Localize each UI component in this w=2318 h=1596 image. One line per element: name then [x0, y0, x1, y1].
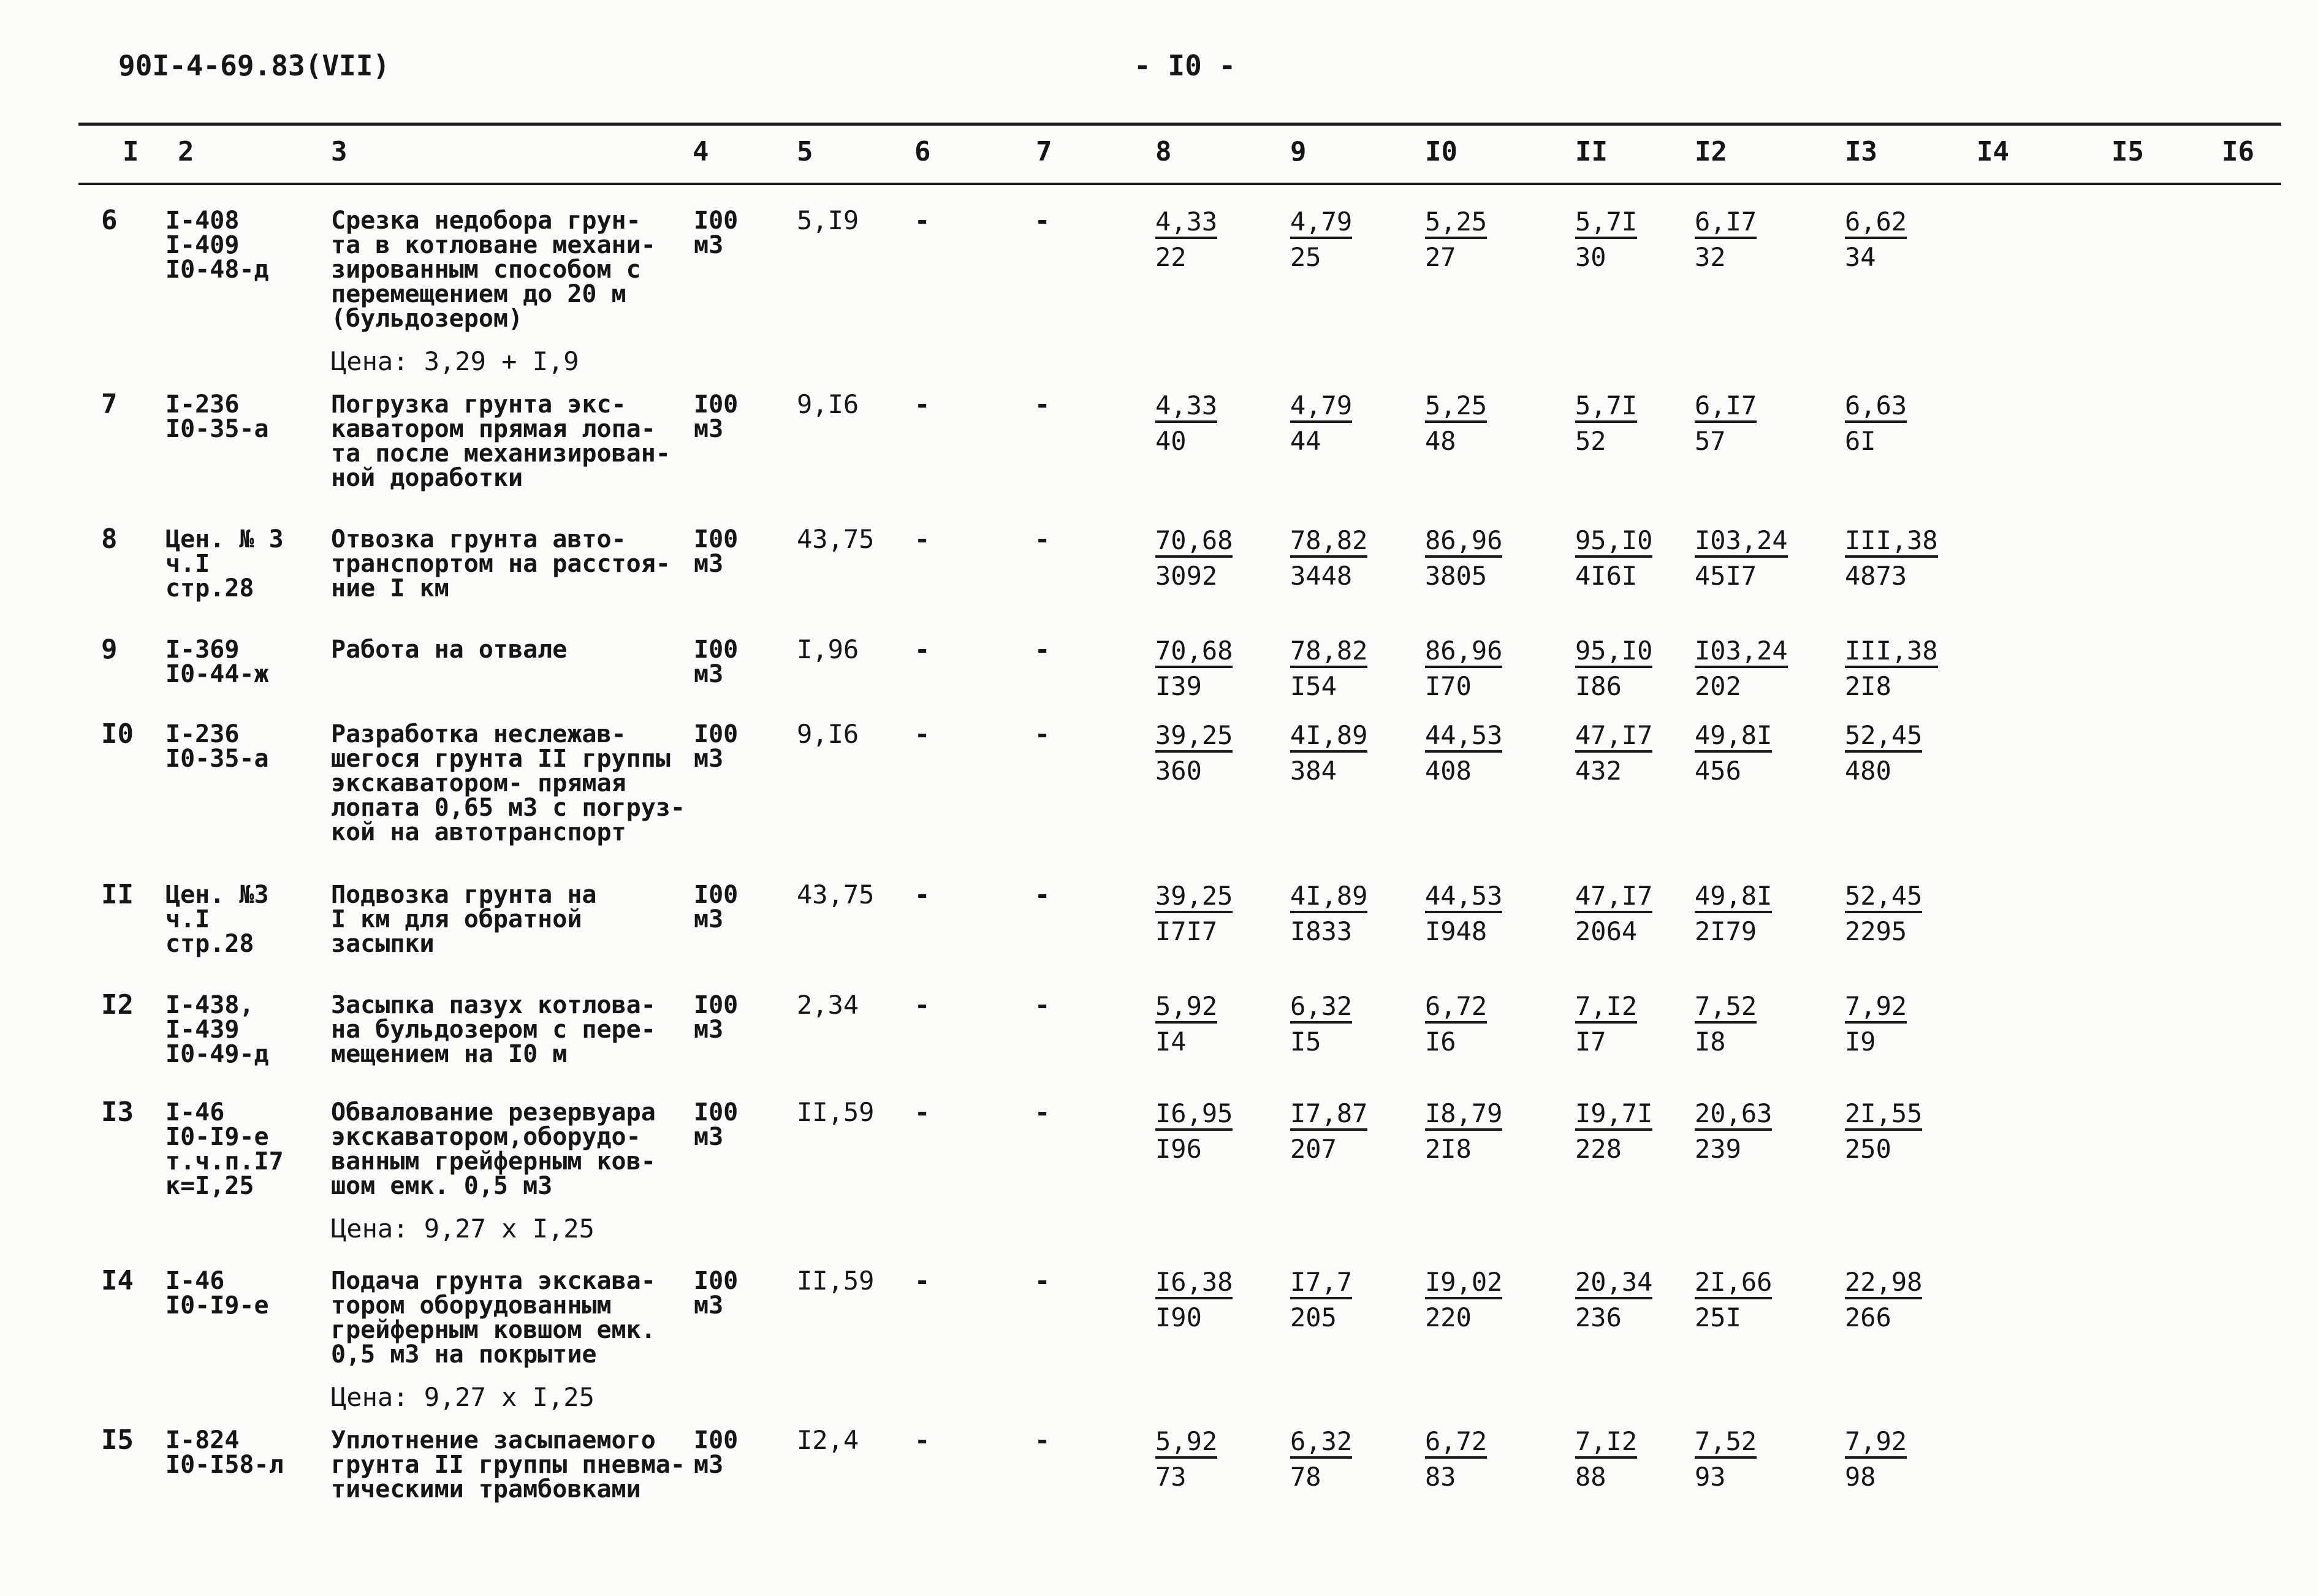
column-7-value: - [1035, 1425, 1051, 1455]
value-cell [1425, 1428, 1487, 1491]
document-code: 90I-4-69.83(VII) [118, 49, 390, 82]
row-number: 6 [101, 205, 118, 236]
value-upper: 2I,66 [1695, 1269, 1772, 1299]
norm-reference: I-46 I0-I9-е [165, 1267, 269, 1320]
value-upper: I03,24 [1695, 637, 1788, 668]
column-header: II [1575, 136, 1608, 167]
value-lower: I8 [1695, 1027, 1726, 1057]
value-cell [1155, 637, 1233, 700]
row-number: I3 [101, 1096, 134, 1128]
norm-reference: Цен. № 3 ч.I стр.28 [165, 525, 284, 602]
unit-cost: II,59 [797, 1097, 875, 1127]
value-cell [1845, 993, 1907, 1055]
value-upper: 5,25 [1425, 208, 1487, 239]
value-upper: 39,25 [1155, 722, 1233, 753]
value-cell [1695, 527, 1788, 590]
column-6-value: - [914, 389, 930, 419]
value-cell [1425, 1269, 1502, 1331]
value-cell [1695, 208, 1757, 271]
price-note: Цена: 9,27 х I,25 [331, 1382, 595, 1412]
column-6-value: - [914, 524, 930, 554]
value-upper: 6,72 [1425, 993, 1487, 1024]
value-cell [1845, 637, 1938, 700]
value-cell [1845, 1269, 1922, 1331]
value-lower: 220 [1425, 1302, 1472, 1332]
value-lower: 205 [1290, 1302, 1337, 1332]
value-lower: 236 [1575, 1302, 1622, 1332]
row-number: I0 [101, 718, 134, 750]
column-7-value: - [1035, 990, 1051, 1020]
unit-cost: 2,34 [797, 990, 859, 1020]
work-description: Отвозка грунта авто- транспортом на расстоя- ние I км [331, 525, 671, 602]
value-cell [1155, 527, 1233, 590]
value-cell [1575, 993, 1637, 1055]
value-upper: I6,95 [1155, 1100, 1233, 1131]
value-cell [1425, 527, 1502, 590]
value-cell [1575, 722, 1652, 785]
value-lower: I7 [1575, 1027, 1606, 1057]
unit-cost: 43,75 [797, 524, 875, 554]
unit-of-measure: I00 м3 [694, 881, 739, 933]
value-upper: 5,7I [1575, 208, 1637, 239]
column-header: 5 [797, 136, 813, 167]
value-lower: 3092 [1155, 561, 1218, 591]
value-lower: 52 [1575, 426, 1606, 456]
value-cell [1845, 527, 1938, 590]
value-upper: 7,92 [1845, 993, 1907, 1024]
unit-of-measure: I00 м3 [694, 525, 739, 578]
value-cell [1155, 208, 1217, 271]
value-upper: 6,32 [1290, 993, 1352, 1024]
value-upper: 44,53 [1425, 883, 1502, 913]
row-number: I2 [101, 989, 134, 1020]
value-cell [1575, 208, 1637, 271]
unit-cost: II,59 [797, 1266, 875, 1296]
value-upper: 20,63 [1695, 1100, 1772, 1131]
work-description: Работа на отвале [331, 636, 568, 664]
value-lower: I90 [1155, 1302, 1202, 1332]
value-cell [1425, 883, 1502, 945]
unit-cost: I2,4 [797, 1425, 859, 1455]
value-lower: 202 [1695, 671, 1741, 701]
value-upper: 7,52 [1695, 1428, 1757, 1459]
column-header: I0 [1425, 136, 1457, 167]
value-lower: 408 [1425, 756, 1472, 786]
value-upper: 47,I7 [1575, 722, 1652, 753]
work-description: Уплотнение засыпаемого грунта II группы пневма- тическими трамбовками [331, 1426, 685, 1503]
column-header: I3 [1845, 136, 1877, 167]
value-upper: III,38 [1845, 527, 1938, 558]
column-header: I6 [2222, 136, 2254, 167]
page-number: - I0 - [1134, 49, 1236, 82]
value-lower: 480 [1845, 756, 1891, 786]
column-6-value: - [914, 1097, 930, 1127]
column-7-value: - [1035, 880, 1051, 910]
column-7-value: - [1035, 1266, 1051, 1296]
value-upper: 70,68 [1155, 527, 1233, 558]
column-7-value: - [1035, 205, 1051, 235]
value-lower: I39 [1155, 671, 1202, 701]
value-cell [1695, 722, 1772, 785]
value-upper: 6,32 [1290, 1428, 1352, 1459]
value-lower: I6 [1425, 1027, 1456, 1057]
value-cell [1845, 1428, 1907, 1491]
norm-reference: I-438, I-439 I0-49-д [165, 991, 269, 1068]
column-header: I4 [1977, 136, 2009, 167]
value-upper: 4,79 [1290, 392, 1352, 423]
value-upper: 49,8I [1695, 883, 1772, 913]
value-cell [1575, 392, 1637, 455]
value-upper: 70,68 [1155, 637, 1233, 668]
value-lower: 384 [1290, 756, 1337, 786]
row-number: 9 [101, 634, 118, 665]
value-upper: 4I,89 [1290, 883, 1367, 913]
column-header: 2 [178, 136, 194, 167]
value-cell [1845, 392, 1907, 455]
column-header: I [123, 136, 139, 167]
value-cell [1425, 208, 1487, 271]
value-upper: 7,I2 [1575, 993, 1637, 1024]
value-cell [1155, 883, 1233, 945]
value-cell [1575, 637, 1652, 700]
value-lower: 4I6I [1575, 561, 1638, 591]
work-description: Срезка недобора грун- та в котловане механи- зированным способом с перемещением до 20 м (бульдозером) [331, 207, 656, 333]
value-upper: 6,72 [1425, 1428, 1487, 1459]
value-lower: 30 [1575, 242, 1606, 272]
column-6-value: - [914, 634, 930, 664]
work-description: Подвозка грунта на I км для обратной засыпки [331, 881, 597, 958]
value-upper: 6,I7 [1695, 208, 1757, 239]
value-cell [1425, 993, 1487, 1055]
work-description: Погрузка грунта экс- каватором прямая лопа- та после механизирован- ной доработки [331, 390, 671, 492]
value-upper: 95,I0 [1575, 527, 1652, 558]
column-6-value: - [914, 880, 930, 910]
value-upper: 47,I7 [1575, 883, 1652, 913]
column-header: 4 [693, 136, 709, 167]
value-lower: I7I7 [1155, 916, 1218, 946]
value-cell [1155, 1269, 1233, 1331]
value-lower: 2295 [1845, 916, 1907, 946]
value-lower: 98 [1845, 1462, 1876, 1492]
value-lower: I9 [1845, 1027, 1876, 1057]
value-lower: I70 [1425, 671, 1472, 701]
value-cell [1290, 993, 1352, 1055]
column-7-value: - [1035, 719, 1051, 749]
value-upper: 4,79 [1290, 208, 1352, 239]
value-cell [1155, 1100, 1233, 1163]
value-upper: 78,82 [1290, 527, 1367, 558]
norm-reference: I-369 I0-44-ж [165, 636, 269, 688]
unit-of-measure: I00 м3 [694, 991, 739, 1044]
value-upper: I9,02 [1425, 1269, 1502, 1299]
unit-cost: 9,I6 [797, 719, 859, 749]
value-upper: 5,92 [1155, 993, 1217, 1024]
value-lower: 2I8 [1845, 671, 1891, 701]
value-upper: 5,25 [1425, 392, 1487, 423]
value-cell [1845, 722, 1922, 785]
value-lower: 2I8 [1425, 1134, 1472, 1164]
norm-reference: Цен. №3 ч.I стр.28 [165, 881, 269, 958]
work-description: Обвалование резервуара экскаватором,оборудо- ванным грейферным ков- шом емк. 0,5 м3 [331, 1098, 656, 1200]
value-cell [1290, 527, 1367, 590]
value-lower: 73 [1155, 1462, 1187, 1492]
value-lower: 432 [1575, 756, 1622, 786]
value-lower: 3805 [1425, 561, 1488, 591]
value-cell [1425, 722, 1502, 785]
table-top-rule [78, 123, 2281, 126]
value-upper: 44,53 [1425, 722, 1502, 753]
value-upper: 4,33 [1155, 208, 1217, 239]
unit-of-measure: I00 м3 [694, 636, 739, 688]
work-description: Подача грунта экскава- тором оборудованным грейферным ковшом емк. 0,5 м3 на покрытие [331, 1267, 656, 1369]
value-cell [1845, 1100, 1922, 1163]
value-upper: 6,63 [1845, 392, 1907, 423]
price-note: Цена: 3,29 + I,9 [331, 346, 579, 376]
value-upper: 4I,89 [1290, 722, 1367, 753]
value-lower: 250 [1845, 1134, 1891, 1164]
value-cell [1695, 883, 1772, 945]
value-cell [1695, 392, 1757, 455]
value-cell [1695, 1100, 1772, 1163]
value-lower: 27 [1425, 242, 1456, 272]
value-lower: I54 [1290, 671, 1337, 701]
value-lower: I96 [1155, 1134, 1202, 1164]
value-lower: 88 [1575, 1462, 1606, 1492]
value-lower: 44 [1290, 426, 1321, 456]
work-description: Разработка неслежав- шегося грунта II группы экскаватором- прямая лопата 0,65 м3 с погруз- кой на автотранспорт [331, 720, 685, 846]
unit-cost: I,96 [797, 634, 859, 664]
unit-of-measure: I00 м3 [694, 1267, 739, 1320]
value-cell [1575, 527, 1652, 590]
value-cell [1575, 883, 1652, 945]
value-lower: 266 [1845, 1302, 1891, 1332]
value-upper: I7,7 [1290, 1269, 1352, 1299]
value-upper: 49,8I [1695, 722, 1772, 753]
norm-reference: I-236 I0-35-а [165, 720, 269, 773]
value-lower: 4873 [1845, 561, 1907, 591]
table-header-rule [78, 183, 2281, 185]
value-lower: 25I [1695, 1302, 1741, 1332]
value-cell [1290, 392, 1352, 455]
value-upper: 6,I7 [1695, 392, 1757, 423]
value-cell [1155, 392, 1217, 455]
value-cell [1155, 993, 1217, 1055]
value-lower: 3448 [1290, 561, 1353, 591]
value-upper: 7,52 [1695, 993, 1757, 1024]
value-cell [1290, 637, 1367, 700]
value-upper: I9,7I [1575, 1100, 1652, 1131]
value-upper: 4,33 [1155, 392, 1217, 423]
value-upper: 6,62 [1845, 208, 1907, 239]
value-lower: 456 [1695, 756, 1741, 786]
value-lower: I833 [1290, 916, 1353, 946]
column-header: 9 [1290, 136, 1307, 167]
value-upper: 39,25 [1155, 883, 1233, 913]
value-lower: 2064 [1575, 916, 1638, 946]
row-number: 8 [101, 523, 118, 555]
unit-of-measure: I00 м3 [694, 390, 739, 443]
norm-reference: I-236 I0-35-а [165, 390, 269, 443]
value-upper: 52,45 [1845, 722, 1922, 753]
value-upper: 5,92 [1155, 1428, 1217, 1459]
value-cell [1290, 722, 1367, 785]
value-lower: I86 [1575, 671, 1622, 701]
value-cell [1290, 208, 1352, 271]
column-7-value: - [1035, 1097, 1051, 1127]
row-number: 7 [101, 389, 118, 420]
value-cell [1155, 1428, 1217, 1491]
unit-of-measure: I00 м3 [694, 720, 739, 773]
column-header: 6 [914, 136, 931, 167]
column-7-value: - [1035, 524, 1051, 554]
value-cell [1290, 1269, 1352, 1331]
value-lower: 228 [1575, 1134, 1622, 1164]
unit-of-measure: I00 м3 [694, 1098, 739, 1151]
value-lower: 32 [1695, 242, 1726, 272]
value-lower: 25 [1290, 242, 1321, 272]
column-6-value: - [914, 990, 930, 1020]
value-lower: 45I7 [1695, 561, 1757, 591]
value-cell [1845, 883, 1922, 945]
price-note: Цена: 9,27 х I,25 [331, 1214, 595, 1244]
column-header: I2 [1695, 136, 1727, 167]
row-number: I5 [101, 1424, 134, 1456]
value-cell [1290, 883, 1367, 945]
value-upper: 7,I2 [1575, 1428, 1637, 1459]
value-cell [1575, 1269, 1652, 1331]
row-number: II [101, 879, 134, 910]
unit-cost: 9,I6 [797, 389, 859, 419]
column-6-value: - [914, 1425, 930, 1455]
value-upper: 22,98 [1845, 1269, 1922, 1299]
row-number: I4 [101, 1265, 134, 1296]
value-cell [1155, 722, 1233, 785]
norm-reference: I-824 I0-I58-л [165, 1426, 284, 1479]
column-header: 8 [1155, 136, 1172, 167]
value-lower: 40 [1155, 426, 1187, 456]
value-upper: 86,96 [1425, 527, 1502, 558]
value-lower: 93 [1695, 1462, 1726, 1492]
column-header: I5 [2111, 136, 2144, 167]
value-cell [1695, 1269, 1772, 1331]
value-upper: 78,82 [1290, 637, 1367, 668]
value-cell [1290, 1100, 1367, 1163]
value-lower: 48 [1425, 426, 1456, 456]
value-lower: 6I [1845, 426, 1876, 456]
value-lower: 78 [1290, 1462, 1321, 1492]
value-cell [1425, 392, 1487, 455]
value-cell [1695, 637, 1788, 700]
column-6-value: - [914, 205, 930, 235]
value-cell [1290, 1428, 1352, 1491]
work-description: Засыпка пазух котлова- на бульдозером с пере- мещением на I0 м [331, 991, 656, 1068]
value-upper: I03,24 [1695, 527, 1788, 558]
column-header: 7 [1036, 136, 1052, 167]
unit-cost: 43,75 [797, 880, 875, 910]
value-lower: 83 [1425, 1462, 1456, 1492]
value-upper: 20,34 [1575, 1269, 1652, 1299]
value-cell [1695, 993, 1757, 1055]
norm-reference: I-46 I0-I9-е т.ч.п.I7 к=I,25 [165, 1098, 284, 1200]
value-lower: 2I79 [1695, 916, 1757, 946]
value-upper: 86,96 [1425, 637, 1502, 668]
value-lower: 34 [1845, 242, 1876, 272]
value-lower: 57 [1695, 426, 1726, 456]
value-upper: I8,79 [1425, 1100, 1502, 1131]
value-cell [1425, 637, 1502, 700]
value-upper: 2I,55 [1845, 1100, 1922, 1131]
value-cell [1575, 1100, 1652, 1163]
value-upper: 5,7I [1575, 392, 1637, 423]
value-cell [1575, 1428, 1637, 1491]
value-upper: I6,38 [1155, 1269, 1233, 1299]
column-7-value: - [1035, 389, 1051, 419]
column-6-value: - [914, 719, 930, 749]
value-lower: 207 [1290, 1134, 1337, 1164]
value-upper: I7,87 [1290, 1100, 1367, 1131]
value-lower: 239 [1695, 1134, 1741, 1164]
value-cell [1425, 1100, 1502, 1163]
value-upper: 52,45 [1845, 883, 1922, 913]
value-lower: I4 [1155, 1027, 1187, 1057]
value-lower: I5 [1290, 1027, 1321, 1057]
unit-of-measure: I00 м3 [694, 1426, 739, 1479]
value-lower: I948 [1425, 916, 1488, 946]
value-upper: III,38 [1845, 637, 1938, 668]
value-upper: 95,I0 [1575, 637, 1652, 668]
unit-of-measure: I00 м3 [694, 207, 739, 259]
unit-cost: 5,I9 [797, 205, 859, 235]
norm-reference: I-408 I-409 I0-48-д [165, 207, 269, 284]
value-lower: 22 [1155, 242, 1187, 272]
column-header: 3 [331, 136, 348, 167]
value-cell [1845, 208, 1907, 271]
value-upper: 7,92 [1845, 1428, 1907, 1459]
value-lower: 360 [1155, 756, 1202, 786]
column-7-value: - [1035, 634, 1051, 664]
column-6-value: - [914, 1266, 930, 1296]
value-cell [1695, 1428, 1757, 1491]
